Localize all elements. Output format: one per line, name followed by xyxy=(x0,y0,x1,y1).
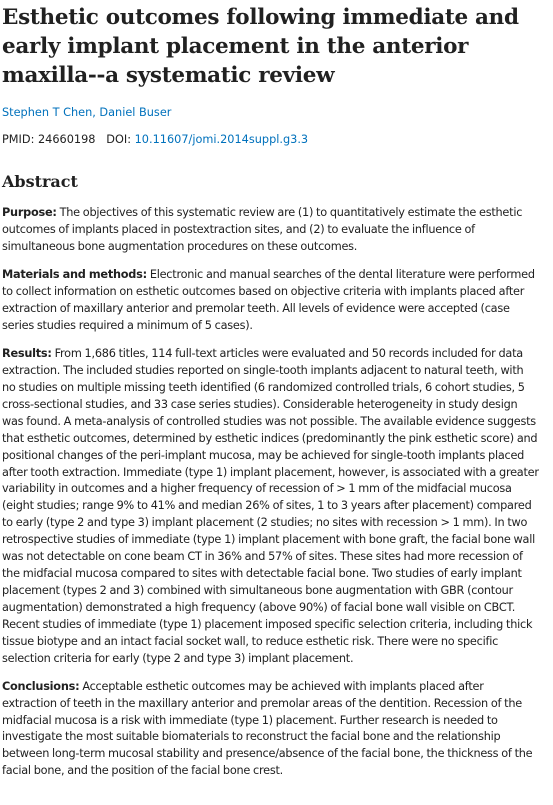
pmid-value: 24660198 xyxy=(38,133,96,146)
abstract-section-methods xyxy=(2,267,539,335)
article-title: Esthetic outcomes following immediate and early implant placement in the anterior maxilla--a systematic review xyxy=(2,5,519,88)
pmid-label: PMID: xyxy=(2,133,35,146)
author-list xyxy=(2,106,539,120)
section-text: The objectives of this systematic review are (1) to quantitatively estimate the esthetic outcomes of implants placed in postextraction sites, and (2) to evaluate the influence of simultaneous bone augmentation procedures on these outcomes. xyxy=(2,206,523,254)
section-text: From 1,686 titles, 114 full-text articles were evaluated and 50 records included for data extraction. The included studies reported on single-tooth implants adjacent to natural teeth, with no studies on multiple missing teeth identified (6 randomized controlled trials, 6 cohort studies, 5 cross-sectional studies, and 33 case series studies). Considerable heterogeneity in study design was found. A meta-analysis of controlled studies was not possible. The available evidence suggests that esthetic outcomes, determined by esthetic indices (predominantly the pink esthetic score) and positional changes of the peri-implant mucosa, may be achieved for single-tooth implants placed after tooth extraction. Immediate (type 1) implant placement, however, is associated with a greater variability in outcomes and a higher frequency of recession of > 1 mm of the midfacial mucosa (eight studies; range 9% to 41% and median 26% of sites, 1 to 3 years after placement) compared to early (type 2 and type 3) implant placement (2 studies; no sites with recession > 1 mm). In two retrospective studies of immediate (type 1) implant placement with bone graft, the facial bone wall was not detectable on cone beam CT in 36% and 57% of sites. These sites had more recession of the midfacial mucosa compared to sites with detectable facial bone. Two studies of early implant placement (types 2 and 3) combined with simultaneous bone augmentation with GBR (contour augmentation) demonstrated a high frequency (above 90%) of facial bone wall visible on CBCT. Recent studies of immediate (type 1) placement imposed specific selection criteria, including thick tissue biotype and an intact facial socket wall, to reduce esthetic risk. There were no specific selection criteria for early (type 2 and type 3) implant placement. xyxy=(2,347,539,665)
doi-link[interactable]: 10.11607/jomi.2014suppl.g3.3 xyxy=(134,133,309,146)
author-separator: , xyxy=(92,106,100,119)
author-link[interactable]: Stephen T Chen xyxy=(2,106,93,119)
abstract-heading: Abstract xyxy=(2,172,78,191)
section-text: Electronic and manual searches of the dental literature were performed to collect information on esthetic outcomes based on objective criteria with implants placed after extraction of maxillary anterior and premolar teeth. All levels of evidence were accepted (case series studies required a minimum of 5 cases). xyxy=(2,268,535,332)
abstract-section-results xyxy=(2,346,539,667)
abstract-section-conclusions xyxy=(2,679,539,780)
section-label: Purpose: xyxy=(2,206,57,220)
abstract-section-purpose xyxy=(2,205,539,256)
section-label: Conclusions: xyxy=(2,679,80,693)
doi-label: DOI: xyxy=(106,133,132,146)
article-identifiers xyxy=(2,133,539,147)
section-label: Materials and methods: xyxy=(2,268,147,282)
article-page xyxy=(0,3,553,780)
section-text: Acceptable esthetic outcomes may be achieved with implants placed after extraction of teeth in the maxillary anterior and premolar areas of the dentition. Recession of the midfacial mucosa is a risk with immediate (type 1) placement. Further research is needed to investigate the most suitable biomaterials to reconstruct the facial bone and the relationship between long-term mucosal stability and presence/absence of the facial bone, the thickness of the facial bone, and the position of the facial bone crest. xyxy=(2,679,533,778)
author-link[interactable]: Daniel Buser xyxy=(99,106,172,119)
section-label: Results: xyxy=(2,347,52,361)
